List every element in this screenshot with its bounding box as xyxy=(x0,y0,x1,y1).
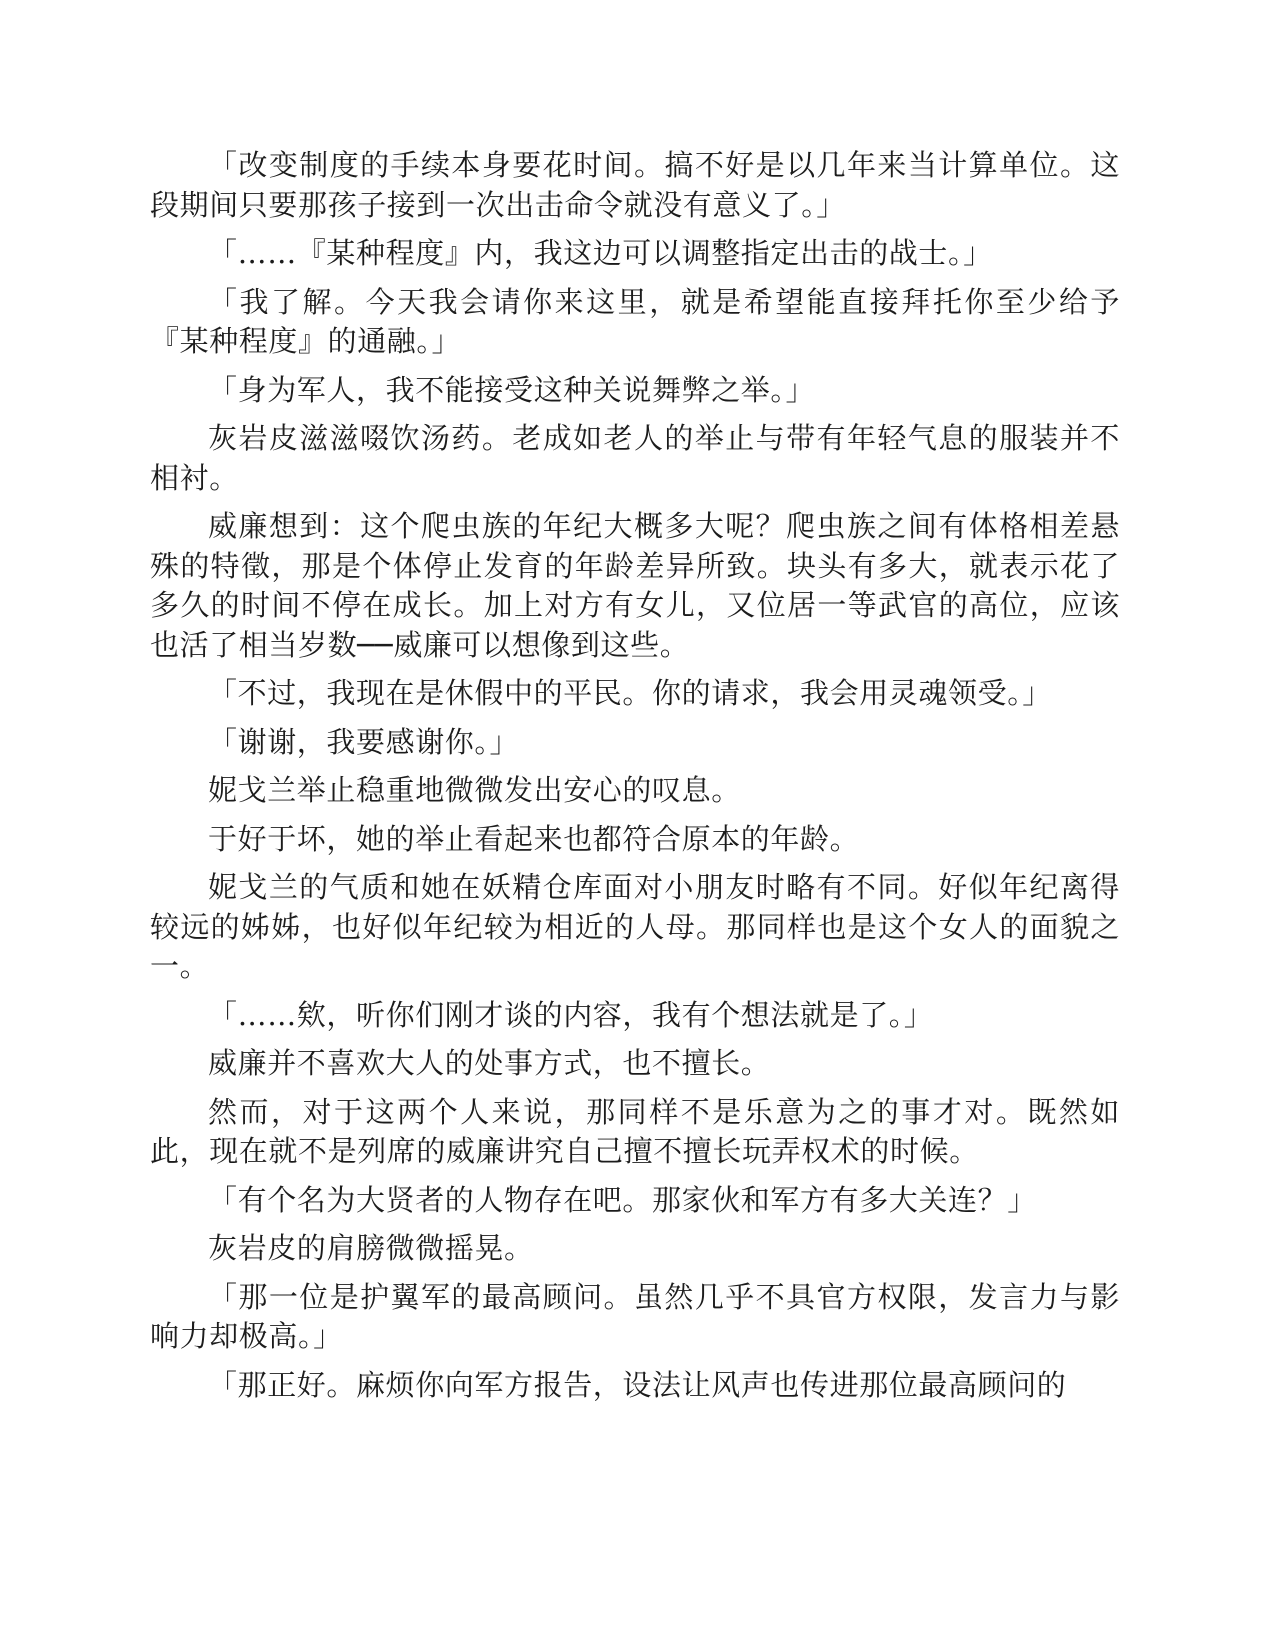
document-body xyxy=(150,146,1120,1414)
paragraph: 妮戈兰举止稳重地微微发出安心的叹息。 xyxy=(208,773,741,807)
paragraph: 「那正好。麻烦你向军方报告，设法让风声也传进那位最高顾问的 xyxy=(208,1367,1067,1402)
paragraph: 威廉并不喜欢大人的处事方式，也不擅长。 xyxy=(208,1046,771,1080)
paragraph: 「改变制度的手续本身要花时间。搞不好是以几年来当计算单位。这段期间只要那孩子接到一次出击命令就没有意义了。」 xyxy=(150,148,1120,222)
paragraph: 然而，对于这两个人来说，那同样不是乐意为之的事才对。既然如此，现在就不是列席的威廉讲究自己擅不擅长玩弄权术的时候。 xyxy=(150,1094,1120,1168)
paragraph: 「……『某种程度』内，我这边可以调整指定出击的战士。」 xyxy=(208,236,993,270)
paragraph: 灰岩皮滋滋啜饮汤药。老成如老人的举止与带有年轻气息的服装并不相衬。 xyxy=(150,421,1120,495)
paragraph: 「我了解。今天我会请你来这里，就是希望能直接拜托你至少给予『某种程度』的通融。」 xyxy=(150,284,1120,358)
paragraph: 「有个名为大贤者的人物存在吧。那家伙和军方有多大关连？」 xyxy=(208,1182,1037,1217)
paragraph: 灰岩皮的肩膀微微摇晃。 xyxy=(208,1231,534,1265)
paragraph: 「……欸，听你们刚才谈的内容，我有个想法就是了。」 xyxy=(208,997,934,1032)
paragraph: 威廉想到：这个爬虫族的年纪大概多大呢？爬虫族之间有体格相差悬殊的特徵，那是个体停止发育的年龄差异所致。块头有多大，就表示花了多久的时间不停在成长。加上对方有女儿，又位居一等武官的高位，应该也活了相当岁数──威廉可以想像到这些。 xyxy=(150,509,1120,662)
paragraph: 于好于坏，她的举止看起来也都符合原本的年龄。 xyxy=(208,821,860,856)
paragraph: 妮戈兰的气质和她在妖精仓库面对小朋友时略有不同。好似年纪离得较远的姊姊，也好似年纪较为相近的人母。那同样也是这个女人的面貌之一。 xyxy=(150,870,1120,983)
paragraph: 「身为军人，我不能接受这种关说舞弊之举。」 xyxy=(208,372,816,407)
paragraph: 「不过，我现在是休假中的平民。你的请求，我会用灵魂领受。」 xyxy=(208,676,1052,710)
paragraph: 「谢谢，我要感谢你。」 xyxy=(208,724,520,759)
paragraph: 「那一位是护翼军的最高顾问。虽然几乎不具官方权限，发言力与影响力却极高。」 xyxy=(150,1279,1120,1353)
